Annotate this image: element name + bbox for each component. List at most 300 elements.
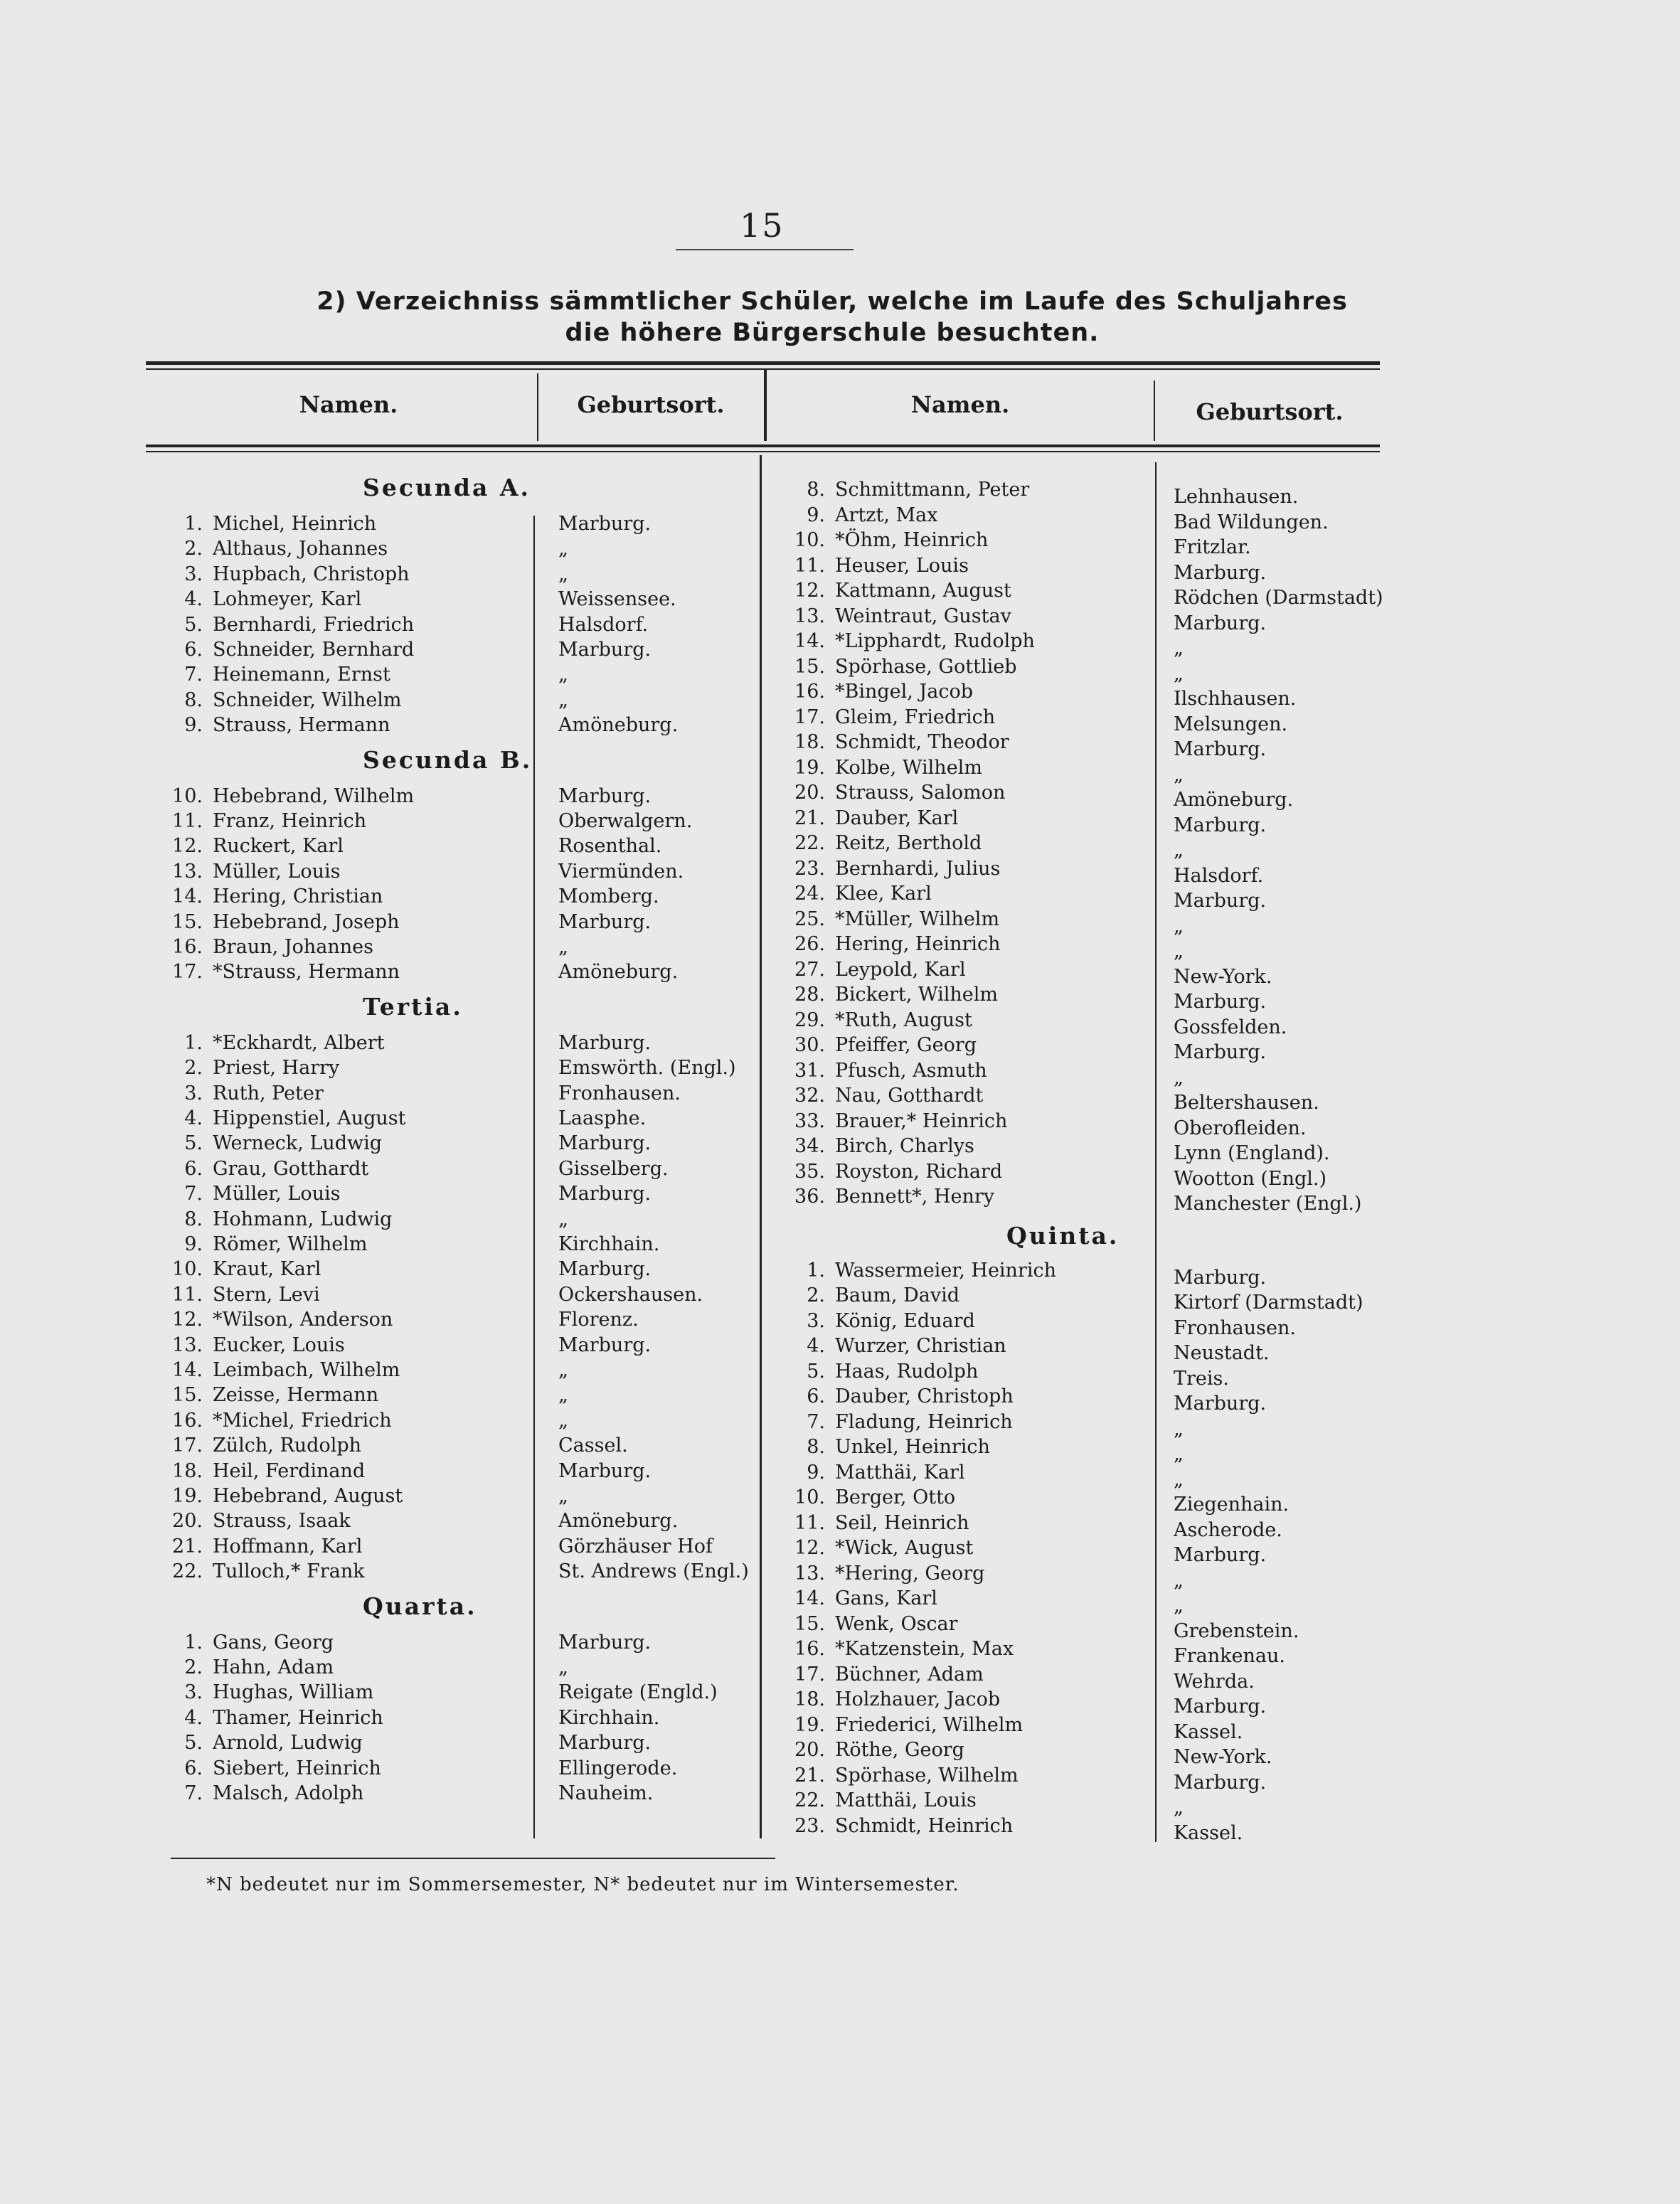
birthplace: Marburg. bbox=[1174, 1266, 1267, 1289]
student-number: 10. bbox=[172, 1258, 203, 1281]
birthplace: Wootton (Engl.) bbox=[1174, 1167, 1327, 1190]
student-name: König, Eduard bbox=[835, 1309, 975, 1332]
student-name: Heuser, Louis bbox=[835, 554, 969, 577]
student-name: Reitz, Berthold bbox=[835, 832, 982, 854]
student-name: Haas, Rudolph bbox=[835, 1360, 979, 1383]
birthplace: Ziegenhain. bbox=[1174, 1494, 1290, 1516]
header-place-left: Geburtsort. bbox=[577, 391, 725, 418]
birthplace: „ bbox=[1174, 1569, 1184, 1592]
student-number: 2. bbox=[807, 1284, 825, 1306]
birthplace: „ bbox=[1174, 940, 1184, 962]
header-divider-center bbox=[764, 370, 767, 441]
student-name: Kraut, Karl bbox=[213, 1258, 321, 1281]
birthplace: Kassel. bbox=[1174, 1821, 1243, 1844]
student-row bbox=[775, 831, 982, 856]
student-number: 20. bbox=[172, 1510, 203, 1533]
student-row bbox=[775, 1688, 1000, 1712]
birthplace: Marburg. bbox=[1174, 1393, 1267, 1415]
student-row bbox=[153, 663, 390, 687]
student-row bbox=[775, 1309, 975, 1333]
birthplace: Fronhausen. bbox=[1174, 1316, 1296, 1339]
birthplace: „ bbox=[1174, 1066, 1184, 1089]
student-number: 26. bbox=[794, 933, 825, 955]
student-name: Matthäi, Karl bbox=[835, 1461, 965, 1484]
student-row bbox=[775, 1284, 959, 1308]
student-row bbox=[775, 504, 937, 528]
student-number: 6. bbox=[184, 1157, 203, 1180]
birthplace: Kirchhain. bbox=[558, 1233, 660, 1255]
student-name: Priest, Harry bbox=[213, 1057, 340, 1080]
student-number: 8. bbox=[807, 479, 825, 501]
birthplace: Frankenau. bbox=[1174, 1645, 1285, 1667]
student-name: Schneider, Bernhard bbox=[213, 639, 415, 661]
student-name: Seil, Heinrich bbox=[835, 1511, 969, 1534]
student-number: 14. bbox=[172, 1359, 203, 1381]
student-number: 19. bbox=[794, 756, 825, 779]
student-number: 16. bbox=[794, 1638, 825, 1660]
student-number: 5. bbox=[184, 613, 203, 636]
student-number: 14. bbox=[172, 885, 203, 908]
student-row bbox=[775, 756, 982, 780]
student-number: 18. bbox=[794, 731, 825, 753]
header-bottom-rule-thin bbox=[146, 451, 1380, 452]
birthplace: „ bbox=[1174, 1468, 1184, 1491]
student-number: 2. bbox=[184, 1057, 203, 1080]
student-row bbox=[775, 1511, 969, 1535]
birthplace: Amöneburg. bbox=[558, 714, 679, 737]
birthplace: Lynn (England). bbox=[1174, 1142, 1330, 1164]
student-row bbox=[775, 1435, 990, 1459]
student-row bbox=[153, 1459, 365, 1484]
birthplace: Emswörth. (Engl.) bbox=[558, 1057, 736, 1080]
student-name: Hohmann, Ludwig bbox=[213, 1208, 393, 1230]
birthplace: Kirchhain. bbox=[558, 1706, 660, 1729]
student-name: Lohmeyer, Karl bbox=[213, 588, 362, 611]
student-name: *Hering, Georg bbox=[835, 1562, 985, 1585]
student-name: *Wick, August bbox=[835, 1537, 974, 1559]
student-row bbox=[775, 1360, 978, 1384]
birthplace: Kirtorf (Darmstadt) bbox=[1174, 1292, 1363, 1314]
student-row bbox=[153, 713, 390, 738]
header-place-right: Geburtsort. bbox=[1196, 398, 1344, 425]
student-number: 20. bbox=[794, 782, 825, 804]
student-row bbox=[153, 1157, 368, 1181]
birthplace: „ bbox=[1174, 1595, 1184, 1617]
student-number: 7. bbox=[184, 1782, 203, 1804]
birthplace: Neustadt. bbox=[1174, 1342, 1270, 1364]
birthplace: Marburg. bbox=[558, 1132, 652, 1155]
birthplace: Bad Wildungen. bbox=[1174, 511, 1329, 533]
section-title: Secunda A. bbox=[363, 474, 531, 501]
birthplace: Marburg. bbox=[558, 784, 652, 807]
header-top-rule-thin bbox=[146, 368, 1380, 370]
student-number: 24. bbox=[794, 883, 825, 905]
student-row bbox=[153, 1782, 363, 1806]
birthplace: Viermünden. bbox=[558, 860, 684, 883]
birthplace: Oberwalgern. bbox=[558, 810, 693, 832]
student-number: 4. bbox=[184, 1107, 203, 1129]
student-row bbox=[153, 885, 383, 909]
student-name: Unkel, Heinrich bbox=[835, 1436, 990, 1458]
student-row bbox=[775, 983, 998, 1007]
page-title bbox=[142, 286, 1522, 348]
birthplace: Marburg. bbox=[1174, 890, 1267, 912]
student-number: 17. bbox=[794, 706, 825, 728]
student-number: 5. bbox=[184, 1732, 203, 1755]
student-number: 31. bbox=[794, 1059, 825, 1082]
student-number: 16. bbox=[172, 936, 203, 958]
student-number: 32. bbox=[794, 1085, 825, 1107]
student-number: 17. bbox=[172, 961, 203, 984]
student-row bbox=[775, 1789, 977, 1813]
student-number: 23. bbox=[794, 1814, 825, 1837]
student-row bbox=[153, 1383, 378, 1407]
body-divider-left bbox=[533, 516, 535, 1838]
student-number: 15. bbox=[794, 1612, 825, 1635]
student-row bbox=[153, 563, 410, 587]
birthplace: Grebenstein. bbox=[1174, 1619, 1299, 1642]
student-row bbox=[153, 512, 376, 536]
student-name: Klee, Karl bbox=[835, 883, 932, 905]
student-number: 23. bbox=[794, 857, 825, 880]
student-name: Kattmann, August bbox=[835, 580, 1011, 602]
student-row bbox=[153, 935, 373, 959]
birthplace: Marburg. bbox=[1174, 1771, 1267, 1794]
student-row bbox=[775, 1536, 973, 1560]
student-row bbox=[153, 1208, 392, 1232]
title-line-2: die höhere Bürgerschule besuchten. bbox=[565, 319, 1100, 347]
student-name: Wurzer, Christian bbox=[835, 1335, 1006, 1357]
birthplace: Rödchen (Darmstadt) bbox=[1174, 587, 1383, 609]
student-name: Schmidt, Heinrich bbox=[835, 1814, 1014, 1837]
birthplace: Gisselberg. bbox=[558, 1157, 669, 1180]
student-name: Römer, Wilhelm bbox=[213, 1233, 368, 1255]
student-name: Pfeiffer, Georg bbox=[835, 1034, 977, 1056]
birthplace: Marburg. bbox=[558, 1631, 652, 1654]
student-number: 2. bbox=[184, 1656, 203, 1678]
student-number: 7. bbox=[184, 664, 203, 686]
student-name: Heinemann, Ernst bbox=[213, 664, 390, 686]
student-name: Hering, Christian bbox=[213, 885, 383, 908]
student-row bbox=[775, 579, 1011, 603]
student-row bbox=[775, 806, 958, 831]
birthplace: Marburg. bbox=[1174, 991, 1267, 1013]
birthplace: Reigate (Engld.) bbox=[558, 1681, 718, 1704]
birthplace: Melsungen. bbox=[1174, 713, 1288, 735]
student-name: Hebebrand, Wilhelm bbox=[213, 784, 415, 807]
student-row bbox=[153, 537, 388, 561]
student-name: *Lipphardt, Rudolph bbox=[835, 630, 1035, 652]
student-number: 18. bbox=[794, 1688, 825, 1710]
student-row bbox=[153, 809, 366, 834]
student-number: 17. bbox=[172, 1434, 203, 1457]
student-row bbox=[153, 1409, 392, 1433]
student-number: 3. bbox=[807, 1309, 825, 1332]
student-row bbox=[153, 613, 414, 637]
page-number: 15 bbox=[740, 206, 785, 245]
student-name: Wassermeier, Heinrich bbox=[835, 1259, 1057, 1282]
birthplace: Fronhausen. bbox=[558, 1082, 681, 1104]
student-row bbox=[153, 1257, 321, 1282]
student-row bbox=[775, 1587, 937, 1611]
student-name: Artzt, Max bbox=[835, 504, 938, 526]
birthplace: „ bbox=[558, 1485, 568, 1507]
birthplace: Marburg. bbox=[558, 1031, 652, 1054]
student-number: 12. bbox=[794, 1537, 825, 1559]
student-name: Zeisse, Hermann bbox=[213, 1384, 379, 1407]
student-row bbox=[775, 1637, 1014, 1661]
student-row bbox=[153, 834, 344, 858]
student-row bbox=[153, 587, 361, 612]
student-name: Bernhardi, Julius bbox=[835, 857, 1001, 880]
student-row bbox=[153, 1107, 406, 1131]
student-number: 4. bbox=[184, 588, 203, 611]
birthplace: Ockershausen. bbox=[558, 1283, 703, 1306]
title-line-1: 2) Verzeichniss sämmtlicher Schüler, welche im Laufe des Schuljahres bbox=[317, 287, 1348, 316]
student-row bbox=[153, 1132, 382, 1156]
birthplace: „ bbox=[1174, 662, 1184, 685]
body-divider-right bbox=[1155, 462, 1157, 1842]
birthplace: „ bbox=[558, 1359, 568, 1381]
student-number: 2. bbox=[184, 538, 203, 560]
student-number: 12. bbox=[172, 835, 203, 858]
birthplace: Marburg. bbox=[558, 1333, 652, 1356]
student-name: Spörhase, Gottlieb bbox=[835, 655, 1017, 678]
student-row bbox=[153, 1535, 362, 1559]
student-row bbox=[775, 1562, 984, 1586]
student-row bbox=[153, 1182, 340, 1206]
student-row bbox=[775, 1410, 1013, 1434]
footnote: *N bedeutet nur im Sommersemester, N* bedeutet nur im Wintersemester. bbox=[206, 1874, 959, 1895]
birthplace: New-York. bbox=[1174, 1746, 1272, 1768]
student-name: *Öhm, Heinrich bbox=[835, 529, 989, 551]
birthplace: Marburg. bbox=[1174, 814, 1267, 836]
birthplace: Lehnhausen. bbox=[1174, 486, 1299, 508]
student-row bbox=[775, 1738, 964, 1762]
student-row bbox=[153, 1656, 334, 1680]
birthplace: Marburg. bbox=[1174, 1544, 1267, 1566]
student-name: Hebebrand, August bbox=[213, 1485, 403, 1507]
student-name: *Bingel, Jacob bbox=[835, 681, 974, 703]
student-name: Brauer,* Heinrich bbox=[835, 1109, 1008, 1132]
student-name: *Ruth, August bbox=[835, 1008, 972, 1031]
student-number: 15. bbox=[172, 1384, 203, 1407]
student-number: 17. bbox=[794, 1663, 825, 1686]
birthplace: „ bbox=[1174, 1796, 1184, 1819]
header-divider-left bbox=[537, 373, 538, 441]
student-row bbox=[775, 1814, 1013, 1838]
student-name: Pfusch, Asmuth bbox=[835, 1059, 987, 1082]
student-number: 14. bbox=[794, 1587, 825, 1609]
student-row bbox=[775, 1134, 974, 1159]
student-number: 7. bbox=[184, 1183, 203, 1205]
student-name: Strauss, Hermann bbox=[213, 714, 390, 737]
birthplace: Marburg. bbox=[1174, 561, 1267, 584]
student-name: Birch, Charlys bbox=[835, 1135, 974, 1157]
birthplace: Treis. bbox=[1174, 1367, 1229, 1390]
student-number: 25. bbox=[794, 907, 825, 930]
birthplace: Amöneburg. bbox=[558, 1510, 679, 1533]
student-row bbox=[153, 1631, 334, 1655]
student-number: 8. bbox=[184, 688, 203, 711]
student-row bbox=[775, 1713, 1023, 1737]
section-title: Quinta. bbox=[1006, 1221, 1120, 1250]
birthplace: Cassel. bbox=[558, 1434, 628, 1457]
header-top-rule-thick bbox=[146, 361, 1380, 365]
student-name: Hupbach, Christoph bbox=[213, 563, 410, 585]
student-row bbox=[775, 1663, 984, 1687]
student-row bbox=[153, 1681, 373, 1705]
student-number: 11. bbox=[794, 554, 825, 577]
student-number: 13. bbox=[794, 1562, 825, 1585]
header-names-right: Namen. bbox=[910, 391, 1010, 418]
student-name: Grau, Gotthardt bbox=[213, 1157, 369, 1180]
student-row bbox=[775, 882, 932, 906]
student-number: 13. bbox=[794, 605, 825, 627]
birthplace: „ bbox=[1174, 1443, 1184, 1465]
student-name: Schmidt, Theodor bbox=[835, 731, 1009, 753]
student-number: 4. bbox=[807, 1335, 825, 1357]
student-name: Hebebrand, Joseph bbox=[213, 910, 400, 933]
student-row bbox=[153, 1233, 367, 1257]
student-number: 1. bbox=[184, 513, 203, 535]
birthplace: Marburg. bbox=[558, 1732, 652, 1755]
birthplace: „ bbox=[558, 688, 568, 711]
student-name: Bickert, Wilhelm bbox=[835, 984, 999, 1006]
student-row bbox=[153, 1706, 383, 1730]
student-number: 36. bbox=[794, 1186, 825, 1208]
student-number: 29. bbox=[794, 1008, 825, 1031]
birthplace: Oberofleiden. bbox=[1174, 1117, 1307, 1139]
student-number: 5. bbox=[807, 1360, 825, 1383]
student-number: 1. bbox=[184, 1631, 203, 1654]
page-number-rule bbox=[676, 249, 854, 250]
student-number: 22. bbox=[172, 1560, 203, 1583]
birthplace: „ bbox=[558, 1656, 568, 1678]
student-name: Hahn, Adam bbox=[213, 1656, 334, 1678]
student-name: Berger, Otto bbox=[835, 1486, 956, 1508]
birthplace: „ bbox=[558, 664, 568, 686]
student-row bbox=[775, 1461, 965, 1485]
student-row bbox=[153, 1031, 385, 1055]
student-row bbox=[775, 629, 1035, 654]
birthplace: „ bbox=[1174, 763, 1184, 786]
student-number: 12. bbox=[794, 580, 825, 602]
student-number: 3. bbox=[184, 1082, 203, 1104]
header-names-left: Namen. bbox=[299, 391, 398, 418]
student-name: Ruckert, Karl bbox=[213, 835, 344, 858]
student-name: Bernhardi, Friedrich bbox=[213, 613, 415, 636]
student-number: 10. bbox=[794, 529, 825, 551]
student-name: Leimbach, Wilhelm bbox=[213, 1359, 400, 1381]
header-bottom-rule-thick bbox=[146, 444, 1380, 447]
student-row bbox=[775, 958, 966, 982]
student-row bbox=[775, 1059, 987, 1083]
birthplace: „ bbox=[558, 936, 568, 958]
birthplace: „ bbox=[1174, 839, 1184, 861]
birthplace: Marburg. bbox=[558, 1258, 652, 1281]
birthplace: „ bbox=[558, 1409, 568, 1432]
student-row bbox=[153, 1731, 363, 1755]
birthplace: Beltershausen. bbox=[1174, 1092, 1319, 1114]
student-row bbox=[775, 605, 1011, 629]
student-name: Hughas, William bbox=[213, 1681, 374, 1704]
section-title: Tertia. bbox=[363, 992, 463, 1021]
birthplace: „ bbox=[1174, 1417, 1184, 1440]
birthplace: Marburg. bbox=[558, 910, 652, 933]
student-name: Stern, Levi bbox=[213, 1283, 320, 1306]
student-row bbox=[775, 1486, 955, 1510]
birthplace: Ellingerode. bbox=[558, 1757, 678, 1779]
student-row bbox=[775, 554, 969, 578]
student-name: Baum, David bbox=[835, 1284, 960, 1306]
birthplace: Görzhäuser Hof bbox=[558, 1535, 713, 1558]
birthplace: „ bbox=[1174, 915, 1184, 937]
student-row bbox=[775, 1084, 983, 1108]
student-row bbox=[775, 907, 999, 932]
student-number: 11. bbox=[172, 1283, 203, 1306]
student-row bbox=[775, 1259, 1056, 1283]
student-number: 8. bbox=[807, 1436, 825, 1458]
student-name: Werneck, Ludwig bbox=[213, 1132, 383, 1155]
birthplace: Marburg. bbox=[558, 639, 652, 661]
student-number: 12. bbox=[172, 1309, 203, 1331]
student-number: 4. bbox=[184, 1706, 203, 1729]
student-name: Malsch, Adolph bbox=[213, 1782, 364, 1804]
student-row bbox=[153, 1434, 361, 1458]
student-row bbox=[153, 1056, 339, 1080]
student-row bbox=[775, 730, 1009, 755]
student-number: 16. bbox=[794, 681, 825, 703]
birthplace: Marburg. bbox=[1174, 1041, 1267, 1063]
student-row bbox=[153, 1757, 381, 1781]
student-row bbox=[775, 680, 973, 704]
birthplace: „ bbox=[558, 1208, 568, 1230]
student-name: Dauber, Karl bbox=[835, 806, 959, 829]
birthplace: New-York. bbox=[1174, 965, 1272, 988]
student-name: Weintraut, Gustav bbox=[835, 605, 1011, 627]
student-name: Thamer, Heinrich bbox=[213, 1706, 383, 1729]
birthplace: Amöneburg. bbox=[558, 961, 679, 984]
student-name: Bennett*, Henry bbox=[835, 1186, 995, 1208]
student-row bbox=[153, 1333, 345, 1358]
student-name: Schneider, Wilhelm bbox=[213, 688, 402, 711]
birthplace: Marburg. bbox=[558, 513, 652, 535]
student-number: 15. bbox=[172, 910, 203, 933]
student-number: 9. bbox=[184, 1233, 203, 1255]
student-name: Braun, Johannes bbox=[213, 936, 373, 958]
student-number: 27. bbox=[794, 958, 825, 981]
section-title: Secunda B. bbox=[363, 745, 533, 774]
student-name: Hering, Heinrich bbox=[835, 933, 1001, 955]
student-number: 1. bbox=[807, 1259, 825, 1282]
student-number: 22. bbox=[794, 832, 825, 854]
birthplace: Marburg. bbox=[1174, 1695, 1267, 1718]
student-row bbox=[775, 857, 1000, 881]
birthplace: Ascherode. bbox=[1174, 1518, 1282, 1541]
birthplace: Amöneburg. bbox=[1174, 789, 1294, 811]
student-row bbox=[775, 478, 1029, 502]
student-row bbox=[775, 1764, 1019, 1788]
student-name: Michel, Heinrich bbox=[213, 513, 377, 535]
student-number: 30. bbox=[794, 1034, 825, 1056]
student-name: Strauss, Salomon bbox=[835, 782, 1006, 804]
birthplace: Marburg. bbox=[558, 1459, 652, 1482]
birthplace: Halsdorf. bbox=[558, 613, 649, 636]
student-number: 13. bbox=[172, 1333, 203, 1356]
birthplace: Fritzlar. bbox=[1174, 536, 1251, 558]
student-number: 33. bbox=[794, 1109, 825, 1132]
